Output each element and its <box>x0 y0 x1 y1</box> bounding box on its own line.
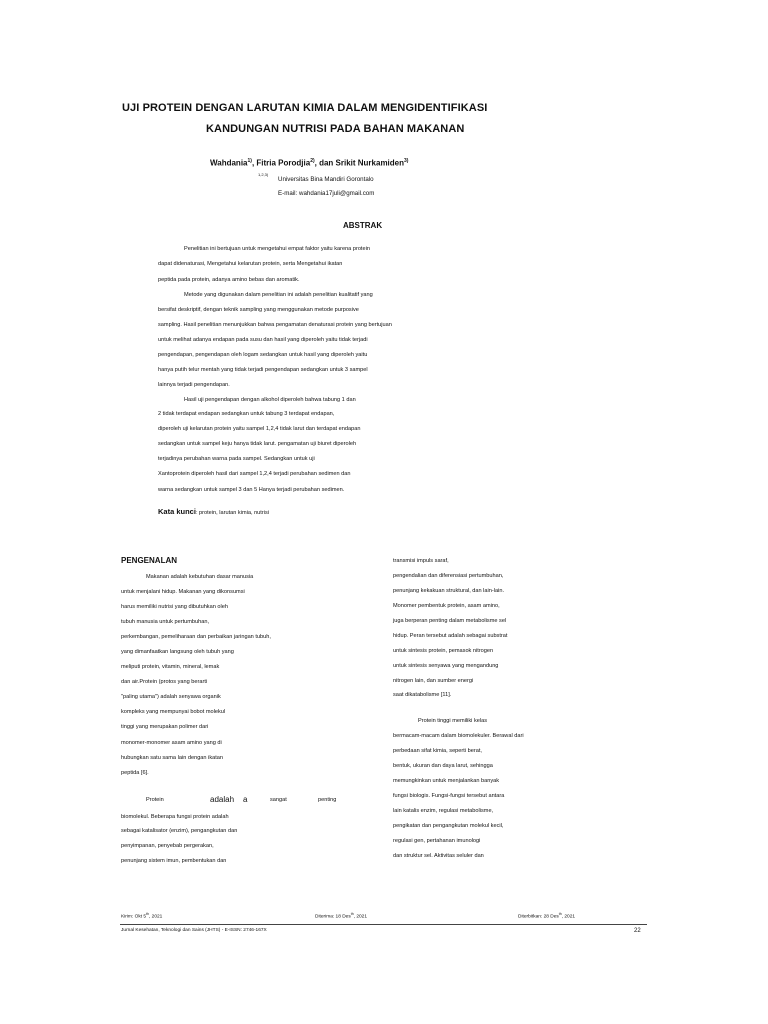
abstract-line: terjadinya perubahan warna pada sampel. Sedangkan untuk uji <box>158 456 315 462</box>
intro-line: perkembangan, pemeliharaan dan perbaikan jaringan tubuh, <box>121 634 271 640</box>
author-1: Wahdania <box>210 158 248 168</box>
intro-line: hubungkan satu sama lain dengan ikatan <box>121 755 224 761</box>
abstract-line: warna sedangkan untuk sampel 3 dan 5 Hanya terjadi perubahan sedimen. <box>158 487 345 493</box>
intro-line: penunjang sistem imun, pembentukan dan <box>121 858 227 864</box>
intro-line: sebagai katalisator (enzim), pengangkutan dan <box>121 828 238 834</box>
author-1-mark: 1) <box>247 158 252 164</box>
abstract-line: hanya putih telur mentah yang tidak terjadi pengendapan sedangkan untuk 3 sampel <box>158 367 368 373</box>
published-date <box>518 912 575 920</box>
author-separator: , dan <box>314 158 336 168</box>
intro-line: dan air.Protein (protos yang berarti <box>121 679 208 685</box>
journal-name: Jurnal Kesehatan, Teknologi dan Sains (JHTS) - E-ISSN: 2746-167X <box>121 928 267 933</box>
abstract-line: bersifat deskriptif, dengan teknik sampling yang menggunakan metode purposive <box>158 307 359 313</box>
intro-line: biomolekul. Beberapa fungsi protein adalah <box>121 814 229 820</box>
abstract-line: diperoleh uji kelarutan protein yaitu sampel 1,2,4 tidak larut dan terdapat endapan <box>158 426 361 432</box>
received-sup: th <box>350 912 354 916</box>
intro-line: untuk sintesis protein, pemasok nitrogen <box>393 648 494 654</box>
intro-line: yang dimanfaatkan langsung oleh tubuh yang <box>121 649 234 655</box>
footer-divider <box>120 924 647 925</box>
intro-line: Monomer pembentuk protein, asam amino, <box>393 603 500 609</box>
submitted-date <box>121 912 162 920</box>
intro-line: perbedaan sifat kimia, seperti berat, <box>393 748 482 754</box>
intro-line: penunjang kekakuan struktural, dan lain-lain. <box>393 588 505 594</box>
intro-line: Protein tinggi memiliki kelas <box>418 718 488 724</box>
published-label: Diterbitkan: 28 Des <box>518 914 559 920</box>
keywords-list: : protein, larutan kimia, nutrisi <box>195 510 269 516</box>
paper-title-line-1: UJI PROTEIN DENGAN LARUTAN KIMIA DALAM MENGIDENTIFIKASI <box>122 102 488 114</box>
abstract-line: Metode yang digunakan dalam penelitian ini adalah penelitian kualitatif yang <box>184 292 373 298</box>
keywords-label: Kata kunci <box>158 507 196 516</box>
intro-line: hidup. Peran tersebut adalah sebagai substrat <box>393 633 508 639</box>
intro-line: pengikatan dan pengangkutan molekul kecil, <box>393 823 504 829</box>
received-date <box>315 912 367 920</box>
abstract-line: pengendapan, pengendapan oleh logam sedangkan untuk hasil yang diperoleh yaitu <box>158 352 368 358</box>
intro-line: peptida [6]. <box>121 770 149 776</box>
intro-line: bentuk, ukuran dan daya larut, sehingga <box>393 763 493 769</box>
author-2-mark: 2) <box>310 158 315 164</box>
intro-line: tinggi yang merupakan polimer dari <box>121 724 209 730</box>
intro-line: fungsi biologis. Fungsi-fungsi tersebut antara <box>393 793 505 799</box>
intro-line: transmisi impuls saraf, <box>393 558 449 564</box>
author-separator: , <box>251 158 257 168</box>
submitted-label: Kirim: Okt 5 <box>121 914 147 920</box>
abstract-line: dapat didenaturasi, Mengetahui kelarutan protein, serta Mengetahui ikatan <box>158 261 343 267</box>
author-2: Fitria Porodjia <box>256 158 311 168</box>
abstract-heading: ABSTRAK <box>343 221 383 230</box>
intro-line: nitrogen lain, dan sumber energi <box>393 678 474 684</box>
intro-line: kompleks yang mempunyai bobot molekul <box>121 709 226 715</box>
paper-title-line-2: KANDUNGAN NUTRISI PADA BAHAN MAKANAN <box>206 123 465 135</box>
word: a <box>243 795 248 804</box>
abstract-line: Xantoprotein diperoleh hasil dari sampel 1,2,4 terjadi perubahan sedimen dan <box>158 471 351 477</box>
abstract-line: sedangkan untuk sampel keju hanya tidak larut. pengamatan uji biuret diperoleh <box>158 441 357 447</box>
author-3: Srikit Nurkamiden <box>335 158 404 168</box>
published-year: , 2021 <box>561 914 576 920</box>
keywords <box>158 501 269 519</box>
word: Protein <box>146 797 164 803</box>
intro-line: harus memiliki nutrisi yang dibutuhkan oleh <box>121 604 228 610</box>
intro-line: monomer-monomer asam amino yang di <box>121 740 222 746</box>
intro-line: saat dikatabolisme [11]. <box>393 692 452 698</box>
intro-line: bermacam-macam dalam biomolekuler. Berawal dari <box>393 733 524 739</box>
abstract-line: sampling. Hasil penelitian menunjukkan bahwa pengamatan denaturasi protein yang bertujuan <box>158 322 392 328</box>
word: penting <box>318 797 337 803</box>
intro-line: memungkinkan untuk menjalankan banyak <box>393 778 500 784</box>
submitted-sup: th <box>146 912 149 916</box>
intro-line: untuk sintesis senyawa yang mengandung <box>393 663 499 669</box>
affiliation-mark: 1,2,3) <box>258 172 269 177</box>
abstract-line: Penelitian ini bertujuan untuk mengetahui empat faktor yaitu karena protein <box>184 246 370 252</box>
intro-line: regulasi gen, pertahanan imunologi <box>393 838 481 844</box>
intro-line: meliputi protein, vitamin, mineral, lemak <box>121 664 220 670</box>
abstract-line: peptida pada protein, adanya amino bebas dan aromatik. <box>158 277 300 283</box>
submitted-year: , 2021 <box>148 914 163 920</box>
abstract-line: 2 tidak terdapat endapan sedangkan untuk tabung 3 terdapat endapan, <box>158 411 335 417</box>
author-3-mark: 3) <box>404 158 409 164</box>
intro-line: Makanan adalah kebutuhan dasar manusia <box>146 574 254 580</box>
intro-line: penyimpanan, penyebab pergerakan, <box>121 843 214 849</box>
intro-line: tubuh manusia untuk pertumbuhan, <box>121 619 210 625</box>
intro-heading: PENGENALAN <box>121 556 178 565</box>
intro-line: dan struktur sel. Aktivitas seluler dan <box>393 853 484 859</box>
page-number: 22 <box>634 928 641 934</box>
intro-line: juga berperan penting dalam metabolisme sel <box>393 618 507 624</box>
author-email: E-mail: wahdania17juli@gmail.com <box>278 190 375 197</box>
intro-line: lain katalis enzim, regulasi metabolisme, <box>393 808 494 814</box>
abstract-line: Hasil uji pengendapan dengan alkohol diperoleh bahwa tabung 1 dan <box>184 397 356 403</box>
author-list <box>210 158 408 168</box>
abstract-line: lainnya terjadi pengendapan. <box>158 382 230 388</box>
received-year: , 2021 <box>353 914 367 920</box>
intro-line: "paling utama") adalah senyawa organik <box>121 694 221 700</box>
intro-line: untuk menjalani hidup. Makanan yang dikonsumsi <box>121 589 245 595</box>
abstract-line: untuk melihat adanya endapan pada susu dan hasil yang diperoleh yaitu tidak terjadi <box>158 337 368 343</box>
affiliation: Universitas Bina Mandiri Gorontalo <box>278 176 374 183</box>
word: sangat <box>270 797 287 803</box>
word: adalah <box>210 795 235 804</box>
published-sup: th <box>558 912 562 916</box>
received-label: Diterima: 18 Des <box>315 914 351 920</box>
intro-line: pengendalian dan diferensiasi pertumbuhan, <box>393 573 504 579</box>
